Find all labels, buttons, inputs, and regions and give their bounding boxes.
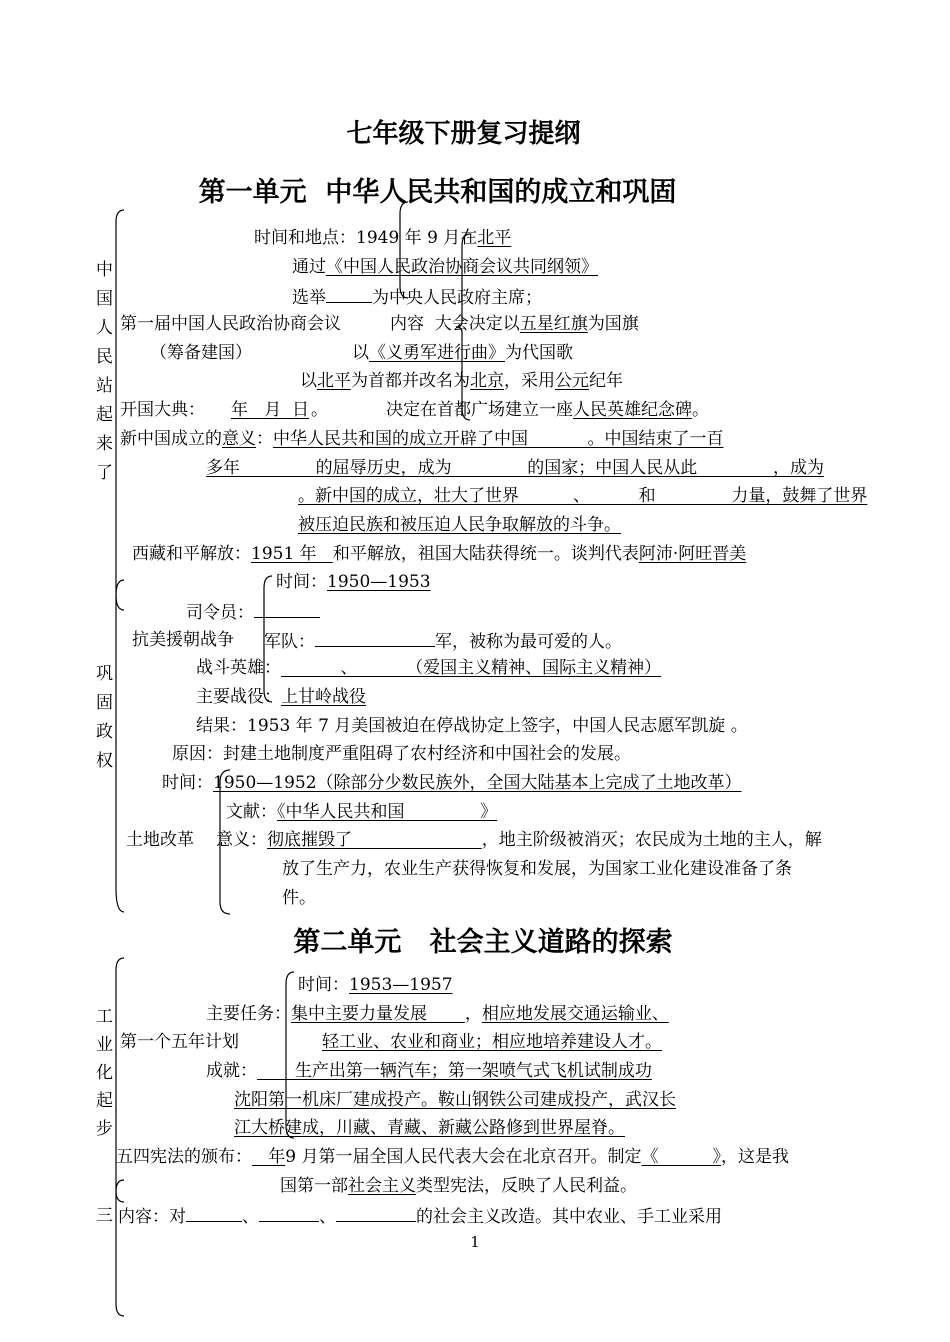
meaning-line-2: 多年 的屈辱历史，成为 的国家；中国人民从此 ，成为 — [206, 458, 824, 478]
achieve-line-3: 江大桥建成，川藏、青藏、新藏公路修到世界屋脊。 — [234, 1118, 625, 1138]
blank — [259, 1205, 319, 1222]
flag-line: 内容 大会决定以五星红旗为国旗 — [390, 314, 639, 334]
capital-line: 以北平为首都并改名为北京，采用公元纪年 — [300, 371, 623, 391]
land-reform-label: 土地改革 — [126, 830, 194, 850]
blank — [326, 286, 372, 303]
achieve-line-2: 沈阳第一机床厂建成投产。鞍山钢铁公司建成投产，武汉长 — [234, 1090, 676, 1110]
brace-five-year-plan — [278, 970, 298, 1140]
land-significance-line-2: 放了生产力，农业生产获得恢复和发展，为国家工业化建设准备了条 — [282, 859, 792, 879]
side-label-char: 巩 — [96, 664, 113, 684]
side-label-char: 人 — [96, 318, 113, 338]
side-label-char: 起 — [96, 1091, 113, 1111]
side-label-char: 权 — [96, 751, 113, 771]
side-label-char: 固 — [96, 693, 113, 713]
common-program-line: 通过《中国人民政治协商会议共同纲领》 — [292, 257, 598, 277]
ceremony-line: 开国大典： 年 月 日 。 — [120, 400, 329, 420]
blank — [315, 630, 435, 647]
side-label-column-3 — [96, 1003, 116, 1143]
page-title: 七年级下册复习提纲 — [346, 119, 581, 149]
monument-line: 决定在首都广场建立一座人民英雄纪念碑。 — [386, 400, 709, 420]
blank — [336, 1205, 416, 1222]
small-brace — [110, 578, 130, 612]
heroes-line: 战斗英雄： 、 （爱国主义精神、国际主义精神） — [196, 658, 662, 678]
side-label-char: 政 — [96, 722, 113, 742]
meaning-line-1: 新中国成立的意义：中华人民共和国的成立开辟了中国 。中国结束了一百 — [120, 429, 724, 449]
land-time-line: 时间：1950—1952（除部分少数民族外，全国大陆基本上完成了土地改革） — [162, 773, 742, 793]
meaning-line-3: 。新中国的成立，壮大了世界 、 和 力量，鼓舞了世界 — [298, 486, 868, 506]
side-label-column-2 — [96, 660, 116, 776]
time-place-line: 时间和地点：1949 年 9 月在北平 — [254, 228, 512, 248]
task-line: 主要任务：集中主要力量发展 ，相应地发展交通运输业、 — [206, 1004, 669, 1024]
land-doc-line: 文献：《中华人民共和国 》 — [226, 802, 498, 822]
side-label-column-1 — [96, 256, 116, 488]
side-label-char: 起 — [96, 405, 113, 425]
page-number: 1 — [470, 1233, 480, 1251]
achieve-line: 成就： 生产出第一辆汽车；第一架喷气式飞机试制成功 — [206, 1061, 652, 1081]
side-label-char: 中 — [96, 260, 113, 280]
side-label-char: 化 — [96, 1063, 113, 1083]
korea-war-label: 抗美援朝战争 — [132, 630, 234, 650]
separator: 、 — [319, 1207, 336, 1227]
unit-1-heading: 第一单元 中华人民共和国的成立和巩固 — [198, 177, 677, 208]
land-significance-line-3: 件。 — [282, 888, 316, 908]
side-label-char: 民 — [96, 347, 113, 367]
side-label-char: 站 — [96, 376, 113, 396]
task-line-2: 轻工业、农业和商业；相应地培养建设人才。 — [322, 1032, 662, 1052]
side-label-char: 了 — [96, 463, 113, 483]
transformation-line: 内容：对 、 、 的社会主义改造。其中农业、手工业采用 — [118, 1207, 722, 1227]
battle-line: 主要战役：上甘岭战役 — [196, 687, 366, 707]
tibet-line: 西藏和平解放：1951 年 和平解放，祖国大陆获得统一。谈判代表阿沛·阿旺晋美 — [132, 544, 747, 564]
blank — [186, 1205, 242, 1222]
meaning-line-4: 被压迫民族和被压迫人民争取解放的斗争。 — [298, 515, 621, 535]
blank — [254, 601, 320, 618]
side-label-char: 工 — [96, 1007, 113, 1027]
unit-2-heading: 第二单元 社会主义道路的探索 — [293, 927, 673, 958]
small-brace-2 — [110, 1178, 130, 1204]
separator: 、 — [242, 1207, 259, 1227]
plan-time-line: 时间：1953—1957 — [298, 975, 453, 995]
commander-line: 司令员： — [186, 601, 320, 623]
constitution-line-2: 国第一部社会主义类型宪法，反映了人民利益。 — [280, 1176, 637, 1196]
anthem-line: 以《义勇军进行曲》为代国歌 — [352, 343, 573, 363]
side-label-char: 步 — [96, 1119, 113, 1139]
brace-cppcc — [392, 200, 412, 300]
side-label-char: 来 — [96, 434, 113, 454]
korea-time-line: 时间：1950—1953 — [276, 572, 431, 592]
land-significance-line: 意义：彻底摧毁了 ，地主阶级被消灭；农民成为土地的主人，解 — [216, 830, 822, 850]
cppcc-label: 第一届中国人民政治协商会议 — [120, 314, 341, 334]
elect-line: 选举 为中央人民政府主席； — [292, 288, 542, 308]
plan-name-label: 第一个五年计划 — [120, 1032, 239, 1052]
army-line: 军队： 军，被称为最可爱的人。 — [264, 632, 622, 652]
side-label-char: 国 — [96, 289, 113, 309]
side-label-char: 业 — [96, 1035, 113, 1055]
cause-line: 原因：封建土地制度严重阻碍了农村经济和中国社会的发展。 — [172, 744, 631, 764]
side-label-char: 三 — [96, 1206, 113, 1226]
constitution-line: 五四宪法的颁布： 年9 月第一届全国人民代表大会在北京召开。制定《 》，这是我 — [116, 1147, 789, 1167]
result-line: 结果：1953 年 7 月美国被迫在停战协定上签字，中国人民志愿军凯旋 。 — [196, 716, 748, 736]
prep-label: （筹备建国） — [150, 343, 252, 363]
